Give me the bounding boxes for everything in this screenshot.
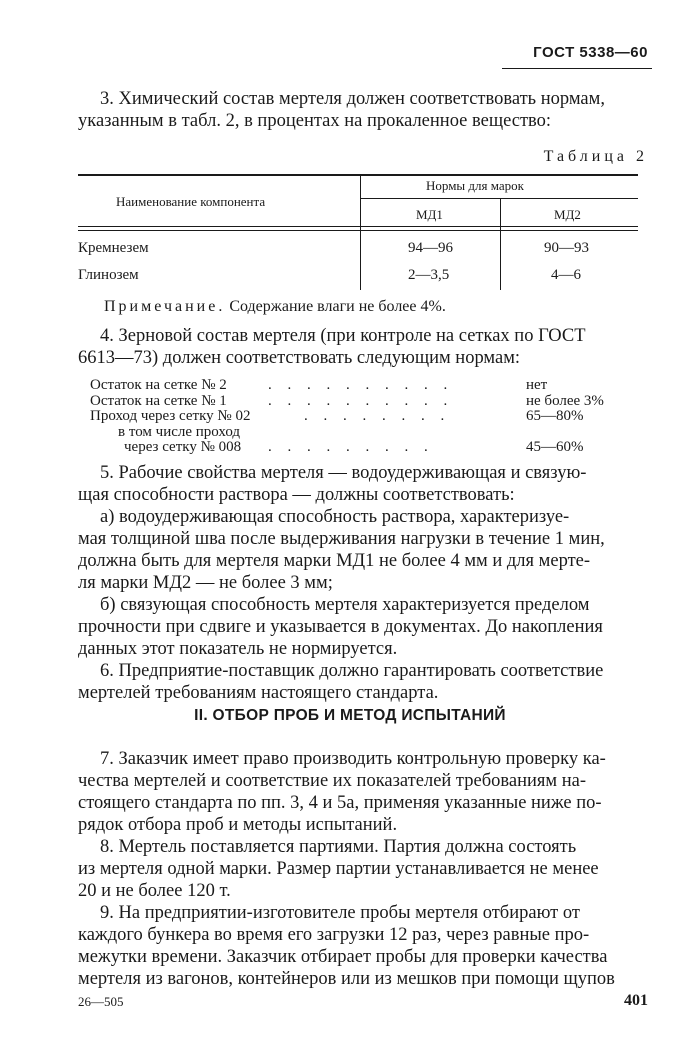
standard-code: ГОСТ 5338—60: [533, 44, 648, 61]
section-title: II. ОТБОР ПРОБ И МЕТОД ИСПЫТАНИЙ: [194, 707, 506, 724]
leader-dots: . . . . . . . . . .: [268, 377, 454, 393]
table-head-rule: [78, 226, 638, 227]
paragraph-line: должна быть для мертеля марки МД1 не более 4 мм и для мерте-: [78, 551, 591, 571]
paragraph-line: 5. Рабочие свойства мертеля — водоудерживающая и связую-: [100, 463, 587, 483]
paragraph-line: ля марки МД2 — не более 3 мм;: [78, 573, 333, 593]
paragraph-line: 6613—73) должен соответствовать следующим нормам:: [78, 348, 521, 368]
list-item: [90, 378, 630, 394]
grain-label: Проход через сетку № 02: [90, 408, 251, 424]
paragraph-line: каждого бункера во время его загрузки 12 раз, через равные про-: [78, 925, 590, 945]
paragraph-line: чества мертелей и соответствие их показателей требованиям на-: [78, 771, 586, 791]
grain-label: в том числе проход: [118, 423, 241, 440]
leader-dots: . . . . . . . . .: [268, 439, 434, 455]
table-row-md2: 4—6: [551, 267, 581, 283]
table-head-md1: МД1: [416, 207, 443, 222]
page-number: 401: [624, 992, 648, 1009]
table-row-md1: 2—3,5: [408, 267, 450, 283]
paragraph-5: [78, 462, 638, 660]
paragraph-line: 20 и не более 120 т.: [78, 881, 231, 901]
grain-label: через сетку № 008: [124, 439, 242, 455]
paragraph-line: прочности при сдвиге и указывается в документах. До накопления: [78, 617, 603, 637]
paragraph-line: рядок отбора проб и методы испытаний.: [78, 815, 398, 835]
table-row-name: Глинозем: [78, 267, 139, 283]
table-col-divider-2: [500, 198, 501, 290]
grain-composition-list: [90, 378, 630, 456]
table-col-divider: [360, 174, 361, 290]
paragraph-line: а) водоудерживающая способность раствора, характеризуе-: [100, 507, 570, 527]
note-label: Примечание.: [104, 298, 226, 315]
table-row-md1: 94—96: [408, 240, 453, 256]
paragraph-line: 3. Химический состав мертеля должен соответствовать нормам,: [100, 89, 605, 109]
table-top-rule: [78, 174, 638, 176]
grain-value: не более 3%: [526, 392, 604, 409]
table-head-md2: МД2: [554, 207, 581, 222]
paragraph-line: данных этот показатель не нормируется.: [78, 639, 398, 659]
paragraph-line: из мертеля одной марки. Размер партии устанавливается не менее: [78, 859, 599, 879]
paragraph-line: указанным в табл. 2, в процентах на прокаленное вещество:: [78, 111, 552, 131]
paragraph-4: [78, 325, 638, 369]
paragraph-line: межутки времени. Заказчик отбирает пробы для проверки качества: [78, 947, 608, 967]
grain-value: 45—60%: [526, 439, 584, 455]
note-text: Содержание влаги не более 4%.: [229, 298, 446, 315]
paragraph-line: мая толщиной шва после выдерживания нагрузки в течение 1 мин,: [78, 529, 605, 549]
table-row-name: Кремнезем: [78, 240, 149, 256]
grain-value: нет: [526, 377, 548, 393]
paragraph-line: 6. Предприятие-поставщик должно гарантировать соответствие: [100, 661, 604, 681]
paragraph-6: [78, 660, 638, 704]
table-label: Таблица 2: [543, 148, 648, 165]
paragraph-line: б) связующая способность мертеля характеризуется пределом: [100, 595, 590, 615]
list-item: [90, 409, 630, 425]
paragraph-7: [78, 748, 638, 836]
grain-label: Остаток на сетке № 2: [90, 377, 227, 393]
footer-signature: 26—505: [78, 994, 124, 1009]
table-head-norms: Нормы для марок: [426, 178, 524, 193]
table-row-md2: 90—93: [544, 240, 589, 256]
paragraph-line: мертеля из вагонов, контейнеров или из мешков при помощи щупов: [78, 969, 615, 989]
paragraph-line: щая способности раствора — должны соответствовать:: [78, 485, 515, 505]
paragraph-8: [78, 836, 638, 902]
list-item: [90, 394, 630, 410]
paragraph-line: мертелей требованиям настоящего стандарта.: [78, 683, 439, 703]
table-head-rule-2: [78, 230, 638, 231]
paragraph-3: [78, 88, 638, 132]
composition-table: [78, 174, 638, 290]
paragraph-9: [78, 902, 638, 990]
paragraph-line: 7. Заказчик имеет право производить контрольную проверку ка-: [100, 749, 606, 769]
leader-dots: . . . . . . . . . .: [268, 392, 454, 409]
paragraph-line: 4. Зерновой состав мертеля (при контроле на сетках по ГОСТ: [100, 326, 586, 346]
list-item: [90, 440, 630, 456]
grain-value: 65—80%: [526, 408, 584, 424]
table-subhead-rule: [360, 198, 638, 199]
grain-label: Остаток на сетке № 1: [90, 392, 227, 409]
paragraph-line: 8. Мертель поставляется партиями. Партия должна состоять: [100, 837, 577, 857]
table-note: [104, 298, 446, 316]
paragraph-line: стоящего стандарта по пп. 3, 4 и 5а, применяя указанные ниже по-: [78, 793, 602, 813]
leader-dots: . . . . . . . .: [304, 408, 451, 424]
table-head-component: Наименование компонента: [116, 194, 266, 209]
header-rule: [502, 68, 652, 69]
list-item: [90, 425, 630, 441]
paragraph-line: 9. На предприятии-изготовителе пробы мертеля отбирают от: [100, 903, 580, 923]
